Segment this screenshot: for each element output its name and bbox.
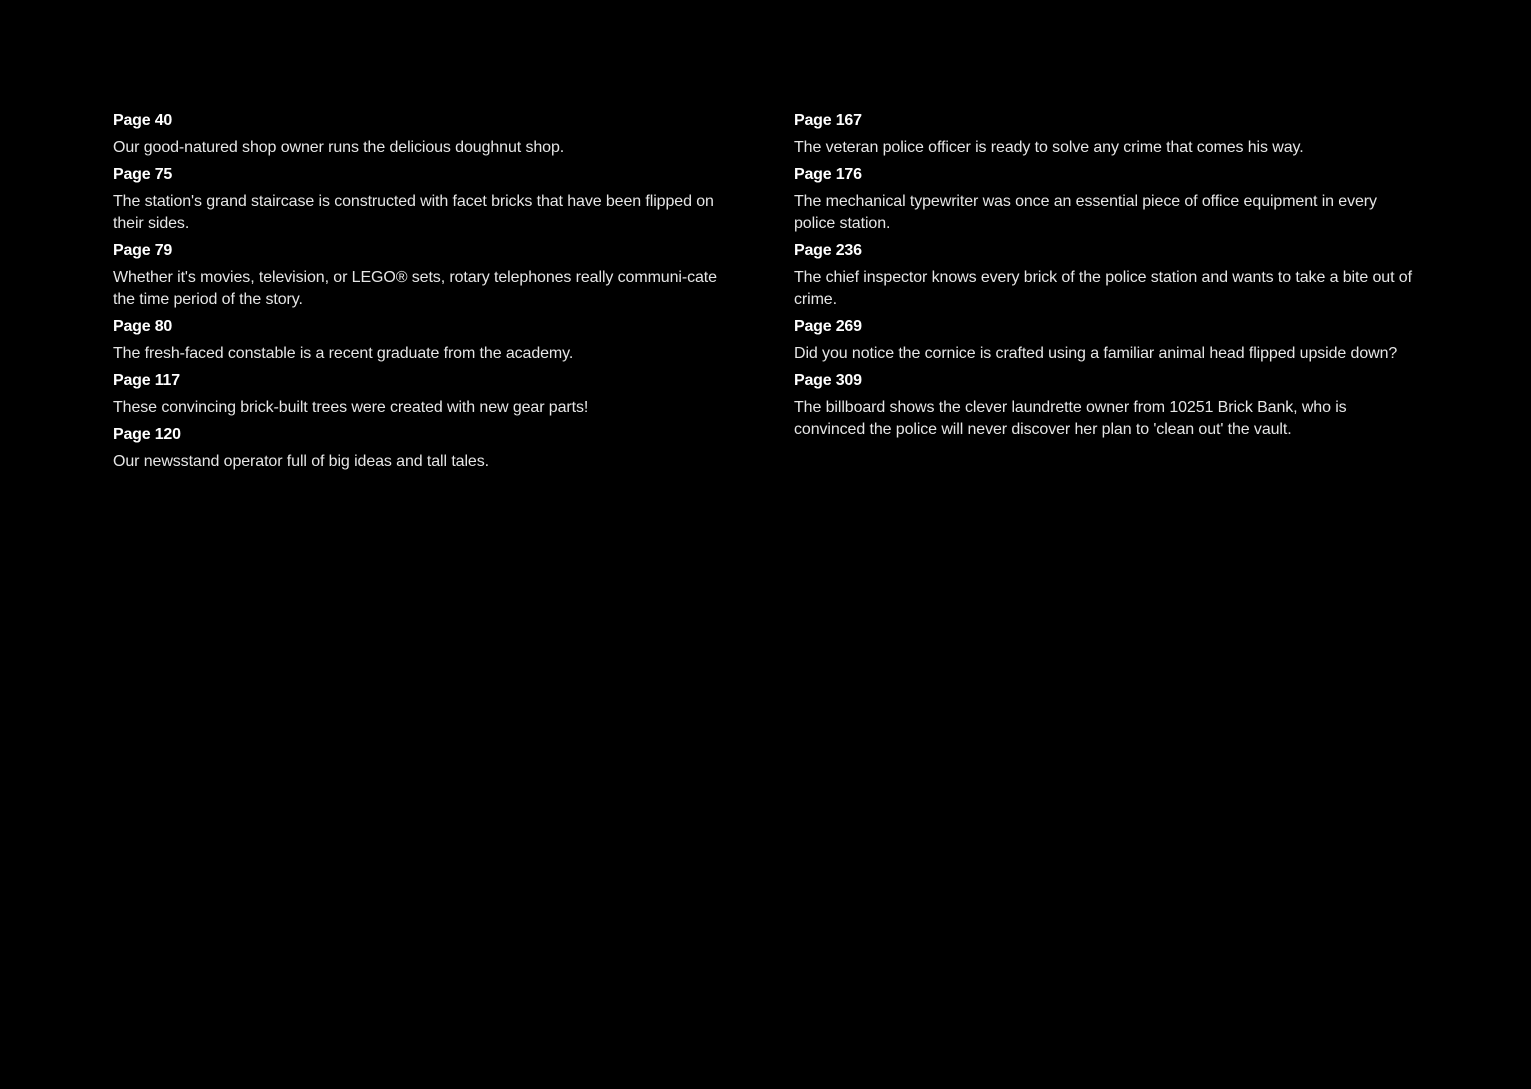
entry-heading: Page 167 (794, 112, 862, 129)
entry-text: The station's grand staircase is constructed with facet bricks that have been flipped on their sides. (113, 193, 714, 232)
entry-heading: Page 79 (113, 242, 173, 259)
entry-heading: Page 176 (794, 166, 862, 183)
entry-text: Our newsstand operator full of big ideas and tall tales. (113, 453, 489, 470)
entry-heading: Page 236 (794, 242, 862, 259)
entry-page-269 (794, 316, 1419, 365)
entry-text: Did you notice the cornice is crafted using a familiar animal head flipped upside down? (794, 345, 1398, 362)
entry-heading: Page 117 (113, 372, 180, 389)
entry-page-75 (113, 164, 738, 235)
entry-page-79 (113, 240, 738, 311)
left-column (113, 110, 738, 478)
entry-page-236 (794, 240, 1419, 311)
entry-page-167 (794, 110, 1419, 159)
entry-text: The mechanical typewriter was once an essential piece of office equipment in every police station. (794, 193, 1377, 232)
entry-heading: Page 40 (113, 112, 173, 129)
entry-heading: Page 269 (794, 318, 862, 335)
entry-page-80 (113, 316, 738, 365)
entry-text: The veteran police officer is ready to solve any crime that comes his way. (794, 139, 1304, 156)
entry-page-117 (113, 370, 738, 419)
entry-heading: Page 309 (794, 372, 862, 389)
entry-text: Our good-natured shop owner runs the delicious doughnut shop. (113, 139, 565, 156)
entry-heading: Page 120 (113, 426, 181, 443)
entry-page-40 (113, 110, 738, 159)
entry-text: These convincing brick-built trees were created with new gear parts! (113, 399, 589, 416)
entry-heading: Page 80 (113, 318, 173, 335)
entry-text: The billboard shows the clever laundrette owner from 10251 Brick Bank, who is convinced the police will never discover her plan to 'clean out' the vault. (794, 399, 1347, 438)
entry-text: The chief inspector knows every brick of the police station and wants to take a bite out of crime. (794, 269, 1412, 308)
entry-text: The fresh-faced constable is a recent graduate from the academy. (113, 345, 574, 362)
right-column (794, 110, 1419, 446)
entry-heading: Page 75 (113, 166, 173, 183)
entry-page-309 (794, 370, 1419, 441)
entry-text: Whether it's movies, television, or LEGO® sets, rotary telephones really communi-cate the time period of the story. (113, 269, 717, 308)
entry-page-120 (113, 424, 738, 473)
entry-page-176 (794, 164, 1419, 235)
